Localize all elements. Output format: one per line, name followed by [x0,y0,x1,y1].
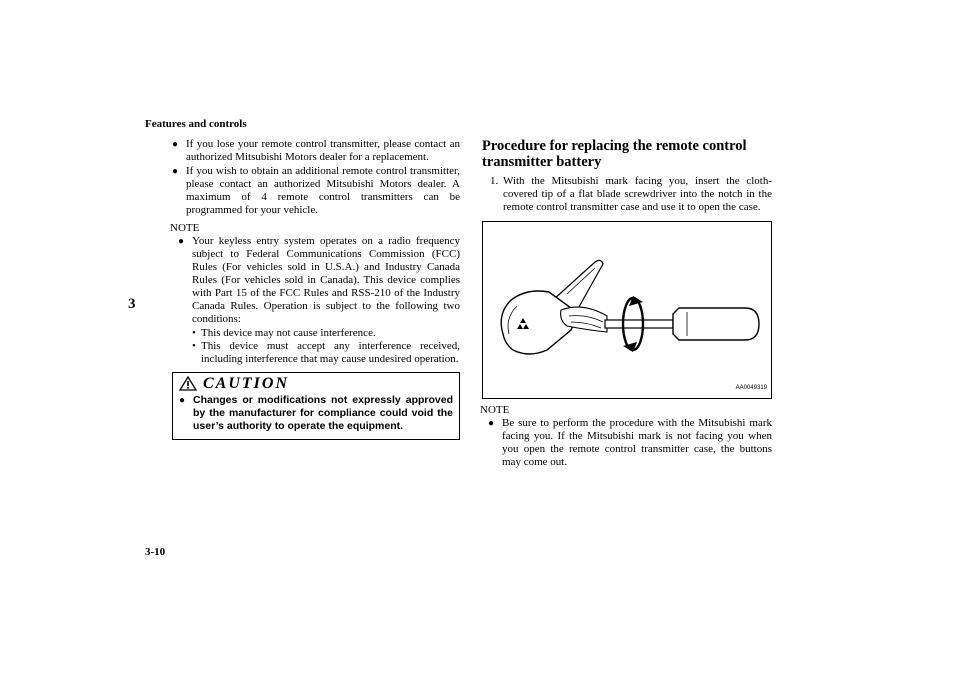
note-sub-text: This device may not cause interference. [201,327,376,339]
note-sub-text: This device must accept any interference received, including interference that may cause undesired operation. [201,340,460,365]
bullet-text: If you wish to obtain an additional remote control transmitter, please contact an authorized Mitsubishi Motors dealer. A maximum of 4 remote control transmitters can be programmed for your vehicle. [186,165,460,216]
bullet-text: If you lose your remote control transmitter, please contact an authorized Mitsubishi Motors dealer for a replacement. [186,138,460,163]
step-text: With the Mitsubishi mark facing you, insert the cloth-covered tip of a flat blade screwdriver into the notch in the remote control transmitter case and use it to open the case. [503,175,772,213]
chapter-tab: 3 [128,296,136,312]
bullet-marker: ● [172,166,179,177]
caution-box [172,372,460,440]
caution-title: CAUTION [203,375,290,392]
note-bullet [488,417,772,469]
note-text: Your keyless entry system operates on a radio frequency subject to Federal Communications Commission (FCC) Rules (For vehicles sold in U.S.A.) and Industry Canada Rules (For vehicles sold in Canada). This device complies with Part 15 of the FCC Rules and RSS-210 of the Industry Canada Rules. Operation is subject to the following two conditions: [192,235,460,325]
step-number: 1. [490,175,499,187]
caution-header [179,376,453,391]
bullet-item [172,165,460,217]
sub-marker: • [192,327,196,339]
page-number: 3-10 [145,546,166,558]
left-column [172,138,460,440]
note-label: NOTE [170,222,200,234]
note-bullet [178,235,460,326]
bullet-item [172,138,460,164]
note-text: Be sure to perform the procedure with the Mitsubishi mark facing you. If the Mitsubishi mark is not facing you when you open the remote control transmitter case, the buttons may come out. [502,417,772,468]
bullet-marker: ● [488,418,495,429]
figure-id: AA0049319 [735,385,767,391]
figure-key-screwdriver [482,221,772,399]
warning-triangle-icon [179,376,197,391]
caution-text: Changes or modifications not expressly approved by the manufacturer for compliance could void the user’s authority to operate the equipment. [193,394,453,432]
running-header: Features and controls [145,118,247,130]
caution-item [179,394,453,433]
bullet-marker: ● [178,236,185,247]
note-label: NOTE [480,404,510,416]
procedure-step [490,175,772,214]
section-title: Procedure for replacing the remote control transmitter battery [482,138,747,170]
note-sub-item [192,327,460,340]
right-column [482,138,772,470]
sub-marker: • [192,340,196,352]
bullet-marker: ● [179,395,186,406]
bullet-marker: ● [172,139,179,150]
key-and-screwdriver-illustration [483,222,771,398]
note-sub-item [192,340,460,366]
